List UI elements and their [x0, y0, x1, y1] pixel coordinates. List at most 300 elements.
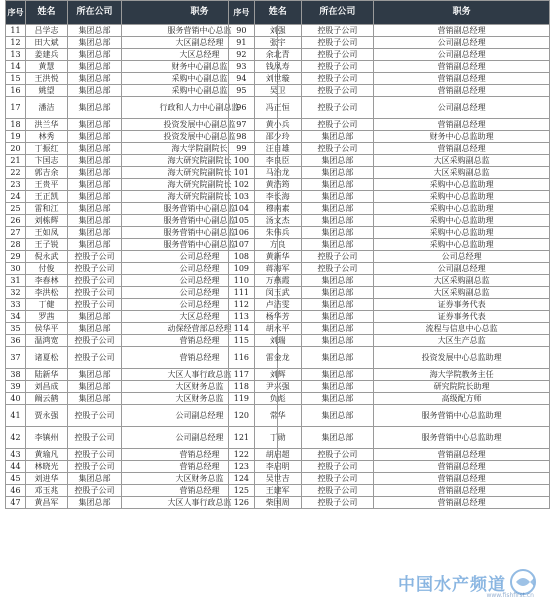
cell-seq: 103	[229, 191, 255, 203]
cell-seq: 116	[229, 347, 255, 369]
cell-seq: 94	[229, 73, 255, 85]
table-header-row	[229, 1, 550, 25]
table-row	[229, 239, 550, 251]
table-row	[229, 427, 550, 449]
cell-name: 温鸿宽	[26, 335, 68, 347]
cell-seq: 120	[229, 405, 255, 427]
cell-position: 营销总经理	[122, 347, 278, 369]
table-row	[229, 497, 550, 509]
cell-name: 刘进华	[26, 473, 68, 485]
cell-position: 营销总经理	[122, 485, 278, 497]
cell-seq: 45	[6, 473, 26, 485]
cell-position: 公司副总经理	[122, 405, 278, 427]
cell-seq: 16	[6, 85, 26, 97]
table-row	[229, 449, 550, 461]
cell-name: 张宇	[254, 37, 301, 49]
cell-seq: 122	[229, 449, 255, 461]
cell-name: 黄昌军	[26, 497, 68, 509]
table-row	[229, 49, 550, 61]
cell-name: 马治龙	[254, 167, 301, 179]
cell-seq: 106	[229, 227, 255, 239]
cell-position: 营销副总经理	[374, 461, 550, 473]
cell-company: 控股子公司	[301, 85, 374, 97]
cell-company: 控股子公司	[68, 485, 122, 497]
cell-position: 服务营销中心总监助理	[374, 427, 550, 449]
table-row	[229, 485, 550, 497]
header-position: 职务	[374, 1, 550, 25]
cell-position: 研究院院长助理	[374, 381, 550, 393]
cell-position: 采购中心总监助理	[374, 239, 550, 251]
cell-seq: 41	[6, 405, 26, 427]
cell-seq: 28	[6, 239, 26, 251]
cell-position: 公司副总经理	[374, 97, 550, 119]
watermark-url: www.fishfirst.cn	[486, 592, 534, 599]
cell-seq: 95	[229, 85, 255, 97]
cell-name: 吕学志	[26, 25, 68, 37]
cell-position: 大区财务总监	[122, 473, 278, 485]
cell-position: 公司总经理	[122, 251, 278, 263]
cell-name: 田大斌	[26, 37, 68, 49]
cell-seq: 126	[229, 497, 255, 509]
cell-name: 贾永强	[26, 405, 68, 427]
header-name: 姓名	[254, 1, 301, 25]
cell-position: 营销副总经理	[374, 119, 550, 131]
cell-name: 闵玉武	[254, 287, 301, 299]
table-row	[229, 215, 550, 227]
table-row	[229, 97, 550, 119]
cell-company: 控股子公司	[301, 251, 374, 263]
cell-seq: 21	[6, 155, 26, 167]
cell-name: 黄慧	[26, 61, 68, 73]
cell-name: 汤文杰	[254, 215, 301, 227]
cell-company: 集团总部	[68, 473, 122, 485]
cell-company: 集团总部	[68, 37, 122, 49]
cell-position: 营销副总经理	[374, 73, 550, 85]
cell-company: 控股子公司	[301, 497, 374, 509]
header-company: 所在公司	[301, 1, 374, 25]
cell-company: 集团总部	[68, 381, 122, 393]
cell-seq: 31	[6, 275, 26, 287]
cell-name: 侯华平	[26, 323, 68, 335]
cell-company: 集团总部	[301, 191, 374, 203]
cell-name: 丁振红	[26, 143, 68, 155]
cell-company: 集团总部	[301, 215, 374, 227]
cell-company: 控股子公司	[68, 275, 122, 287]
cell-company: 控股子公司	[68, 347, 122, 369]
cell-name: 卢洁雯	[254, 299, 301, 311]
cell-company: 集团总部	[301, 203, 374, 215]
cell-position: 公司总经理	[122, 275, 278, 287]
cell-seq: 123	[229, 461, 255, 473]
cell-company: 集团总部	[301, 287, 374, 299]
cell-position: 大区人事行政总监	[122, 369, 278, 381]
cell-company: 集团总部	[68, 85, 122, 97]
cell-position: 服务营销中心副总监	[122, 227, 278, 239]
cell-seq: 37	[6, 347, 26, 369]
cell-company: 控股子公司	[301, 485, 374, 497]
cell-company: 控股子公司	[68, 461, 122, 473]
table-row	[229, 405, 550, 427]
cell-position: 采购中心副总监	[122, 85, 278, 97]
cell-position: 营销副总经理	[374, 61, 550, 73]
cell-name: 蒋海军	[254, 263, 301, 275]
cell-company: 集团总部	[301, 427, 374, 449]
cell-seq: 90	[229, 25, 255, 37]
cell-seq: 43	[6, 449, 26, 461]
cell-name: 陆新华	[26, 369, 68, 381]
cell-company: 集团总部	[68, 97, 122, 119]
cell-company: 集团总部	[301, 275, 374, 287]
cell-name: 洪兰华	[26, 119, 68, 131]
cell-name: 王子锐	[26, 239, 68, 251]
cell-company: 控股子公司	[68, 405, 122, 427]
table-row	[229, 335, 550, 347]
table-row	[229, 227, 550, 239]
cell-name: 倪永武	[26, 251, 68, 263]
cell-position: 公司副总经理	[374, 49, 550, 61]
cell-name: 柴国周	[254, 497, 301, 509]
cell-company: 集团总部	[301, 381, 374, 393]
cell-company: 集团总部	[301, 335, 374, 347]
cell-name: 黄新华	[254, 251, 301, 263]
cell-company: 控股子公司	[301, 119, 374, 131]
table-row	[229, 37, 550, 49]
cell-position: 海大研究院副院长	[122, 167, 278, 179]
header-name: 姓名	[26, 1, 68, 25]
cell-company: 集团总部	[68, 215, 122, 227]
table-row	[229, 381, 550, 393]
roster-table-right	[228, 0, 550, 509]
cell-company: 控股子公司	[301, 73, 374, 85]
cell-company: 控股子公司	[68, 263, 122, 275]
cell-name: 李春林	[26, 275, 68, 287]
cell-company: 控股子公司	[68, 449, 122, 461]
cell-seq: 115	[229, 335, 255, 347]
cell-company: 集团总部	[301, 167, 374, 179]
cell-seq: 111	[229, 287, 255, 299]
table-row	[229, 275, 550, 287]
cell-name: 王建军	[254, 485, 301, 497]
cell-seq: 18	[6, 119, 26, 131]
cell-name: 冯正恒	[254, 97, 301, 119]
cell-position: 海大研究院副院长	[122, 155, 278, 167]
table-row	[229, 167, 550, 179]
cell-seq: 125	[229, 485, 255, 497]
cell-position: 采购中心副总监	[122, 73, 278, 85]
cell-position: 营销副总经理	[374, 449, 550, 461]
cell-name: 姚望	[26, 85, 68, 97]
cell-seq: 33	[6, 299, 26, 311]
cell-company: 集团总部	[68, 179, 122, 191]
cell-name: 卞国志	[26, 155, 68, 167]
cell-company: 集团总部	[301, 405, 374, 427]
cell-position: 流程与信息中心总监	[374, 323, 550, 335]
cell-name: 丁健	[26, 299, 68, 311]
cell-name: 林秀	[26, 131, 68, 143]
cell-position: 投资发展中心副总监	[122, 131, 278, 143]
cell-seq: 44	[6, 461, 26, 473]
cell-position: 大区生产总监	[374, 335, 550, 347]
table-row	[229, 203, 550, 215]
cell-position: 财务中心副总监	[122, 61, 278, 73]
cell-name: 雷金龙	[254, 347, 301, 369]
table-row	[229, 461, 550, 473]
cell-position: 大区人事行政总监	[122, 497, 278, 509]
table-row	[229, 311, 550, 323]
cell-company: 集团总部	[68, 49, 122, 61]
cell-name: 郭吉余	[26, 167, 68, 179]
cell-seq: 40	[6, 393, 26, 405]
table-row	[229, 287, 550, 299]
cell-company: 集团总部	[301, 311, 374, 323]
cell-seq: 15	[6, 73, 26, 85]
cell-company: 集团总部	[68, 131, 122, 143]
cell-position: 公司总经理	[122, 287, 278, 299]
watermark-text: 中国水产频道	[398, 574, 506, 595]
cell-seq: 19	[6, 131, 26, 143]
cell-company: 控股子公司	[301, 97, 374, 119]
cell-position: 采购中心总监助理	[374, 179, 550, 191]
header-seq: 序号	[6, 1, 26, 25]
cell-company: 集团总部	[68, 323, 122, 335]
cell-position: 公司副总经理	[374, 263, 550, 275]
cell-position: 行政和人力中心副总监	[122, 97, 278, 119]
cell-name: 林晓光	[26, 461, 68, 473]
cell-seq: 26	[6, 215, 26, 227]
cell-name: 黄小兵	[254, 119, 301, 131]
cell-name: 王洪悦	[26, 73, 68, 85]
cell-position: 大区采购副总监	[374, 275, 550, 287]
cell-seq: 99	[229, 143, 255, 155]
cell-name: 雷和江	[26, 203, 68, 215]
cell-position: 公司总经理	[122, 263, 278, 275]
cell-position: 大区总经理	[122, 49, 278, 61]
cell-position: 公司总经理	[122, 299, 278, 311]
cell-position: 大区总经理	[122, 311, 278, 323]
table-row	[229, 251, 550, 263]
cell-name: 万燕霞	[254, 275, 301, 287]
cell-name: 潘洁	[26, 97, 68, 119]
cell-position: 海大研究院副院长	[122, 191, 278, 203]
cell-company: 集团总部	[68, 61, 122, 73]
cell-name: 刘世璇	[254, 73, 301, 85]
cell-seq: 110	[229, 275, 255, 287]
cell-seq: 38	[6, 369, 26, 381]
cell-seq: 96	[229, 97, 255, 119]
cell-name: 穆南素	[254, 203, 301, 215]
cell-company: 集团总部	[301, 393, 374, 405]
cell-seq: 23	[6, 179, 26, 191]
cell-company: 集团总部	[68, 369, 122, 381]
cell-company: 控股子公司	[301, 49, 374, 61]
cell-name: 邓玉兆	[26, 485, 68, 497]
table-row	[229, 323, 550, 335]
roster-body-right	[229, 25, 550, 509]
cell-position: 营销副总经理	[374, 85, 550, 97]
cell-company: 集团总部	[301, 323, 374, 335]
cell-position: 大区采购副总监	[374, 155, 550, 167]
cell-seq: 29	[6, 251, 26, 263]
cell-seq: 91	[229, 37, 255, 49]
cell-name: 刘强	[254, 25, 301, 37]
cell-name: 邵少玲	[254, 131, 301, 143]
cell-position: 采购中心总监助理	[374, 191, 550, 203]
cell-company: 控股子公司	[68, 335, 122, 347]
cell-name: 刘瑞	[254, 335, 301, 347]
table-row	[229, 85, 550, 97]
cell-company: 集团总部	[301, 239, 374, 251]
watermark	[398, 569, 536, 599]
cell-company: 集团总部	[68, 143, 122, 155]
cell-position: 营销总经理	[122, 461, 278, 473]
cell-seq: 20	[6, 143, 26, 155]
cell-seq: 119	[229, 393, 255, 405]
cell-seq: 93	[229, 61, 255, 73]
cell-position: 营销总经理	[122, 449, 278, 461]
cell-company: 集团总部	[301, 299, 374, 311]
cell-company: 集团总部	[68, 191, 122, 203]
cell-position: 海大研究院副院长	[122, 179, 278, 191]
cell-seq: 36	[6, 335, 26, 347]
cell-position: 大区采购副总监	[374, 167, 550, 179]
header-company: 所在公司	[68, 1, 122, 25]
cell-position: 采购中心总监助理	[374, 215, 550, 227]
cell-name: 刘栋辉	[26, 215, 68, 227]
cell-seq: 117	[229, 369, 255, 381]
cell-seq: 113	[229, 311, 255, 323]
cell-company: 控股子公司	[68, 299, 122, 311]
cell-seq: 27	[6, 227, 26, 239]
cell-name: 阚云鹤	[26, 393, 68, 405]
table-row	[229, 155, 550, 167]
cell-company: 集团总部	[301, 131, 374, 143]
cell-position: 服务营销中心总监助理	[374, 405, 550, 427]
cell-name: 吴世吉	[254, 473, 301, 485]
cell-seq: 101	[229, 167, 255, 179]
table-row	[229, 73, 550, 85]
cell-company: 集团总部	[68, 239, 122, 251]
cell-seq: 118	[229, 381, 255, 393]
cell-position: 海大学院教务主任	[374, 369, 550, 381]
cell-position: 高级配方师	[374, 393, 550, 405]
cell-seq: 121	[229, 427, 255, 449]
cell-name: 尹兴强	[254, 381, 301, 393]
header-seq: 序号	[229, 1, 255, 25]
header-position: 职务	[122, 1, 278, 25]
table-row	[229, 179, 550, 191]
cell-position: 投资发展中心副总监	[122, 119, 278, 131]
cell-position: 海大学院副院长	[122, 143, 278, 155]
cell-seq: 30	[6, 263, 26, 275]
cell-company: 控股子公司	[301, 263, 374, 275]
cell-name: 丁勋	[254, 427, 301, 449]
cell-position: 营销副总经理	[374, 143, 550, 155]
cell-position: 服务营销中心总监	[122, 25, 278, 37]
cell-position: 公司副总经理	[122, 427, 278, 449]
table-row	[229, 393, 550, 405]
cell-name: 黄浩筠	[254, 179, 301, 191]
cell-name: 常华	[254, 405, 301, 427]
cell-company: 集团总部	[68, 73, 122, 85]
cell-seq: 42	[6, 427, 26, 449]
table-row	[229, 25, 550, 37]
cell-seq: 22	[6, 167, 26, 179]
cell-company: 集团总部	[68, 311, 122, 323]
cell-name: 杨华芳	[254, 311, 301, 323]
cell-company: 控股子公司	[301, 61, 374, 73]
cell-position: 营销总经理	[122, 335, 278, 347]
table-row	[229, 369, 550, 381]
cell-position: 财务中心总监助理	[374, 131, 550, 143]
cell-company: 集团总部	[301, 227, 374, 239]
cell-position: 营销副总经理	[374, 497, 550, 509]
cell-company: 控股子公司	[301, 143, 374, 155]
cell-position: 投资发展中心总监助理	[374, 347, 550, 369]
cell-seq: 34	[6, 311, 26, 323]
cell-name: 李良臣	[254, 155, 301, 167]
cell-position: 证券事务代表	[374, 311, 550, 323]
cell-seq: 112	[229, 299, 255, 311]
cell-company: 集团总部	[68, 393, 122, 405]
cell-name: 胡启超	[254, 449, 301, 461]
cell-company: 集团总部	[68, 227, 122, 239]
cell-seq: 108	[229, 251, 255, 263]
cell-position: 大区财务总监	[122, 381, 278, 393]
cell-name: 李启明	[254, 461, 301, 473]
cell-name: 黄瑜凡	[26, 449, 68, 461]
cell-position: 公司副总经理	[374, 37, 550, 49]
table-row	[229, 191, 550, 203]
cell-position: 大区财务总监	[122, 393, 278, 405]
cell-seq: 124	[229, 473, 255, 485]
cell-seq: 17	[6, 97, 26, 119]
cell-company: 集团总部	[68, 119, 122, 131]
cell-position: 大区采购副总监	[374, 287, 550, 299]
cell-company: 集团总部	[301, 369, 374, 381]
cell-name: 钱凤寿	[254, 61, 301, 73]
cell-position: 服务营销中心副总监	[122, 215, 278, 227]
table-row	[229, 143, 550, 155]
cell-name: 方良	[254, 239, 301, 251]
cell-company: 控股子公司	[68, 251, 122, 263]
cell-seq: 25	[6, 203, 26, 215]
cell-company: 集团总部	[301, 179, 374, 191]
cell-position: 动保经营部总经理	[122, 323, 278, 335]
cell-seq: 11	[6, 25, 26, 37]
cell-company: 控股子公司	[301, 37, 374, 49]
cell-name: 罗茜	[26, 311, 68, 323]
cell-seq: 39	[6, 381, 26, 393]
cell-name: 汪自雄	[254, 143, 301, 155]
cell-company: 控股子公司	[68, 287, 122, 299]
cell-company: 集团总部	[68, 155, 122, 167]
cell-position: 证券事务代表	[374, 299, 550, 311]
cell-company: 集团总部	[68, 25, 122, 37]
cell-name: 李镇州	[26, 427, 68, 449]
cell-name: 付俊	[26, 263, 68, 275]
cell-position: 服务营销中心副总监	[122, 239, 278, 251]
cell-seq: 14	[6, 61, 26, 73]
cell-name: 李长海	[254, 191, 301, 203]
cell-seq: 32	[6, 287, 26, 299]
cell-name: 诸夏松	[26, 347, 68, 369]
cell-seq: 109	[229, 263, 255, 275]
personnel-roster	[5, 0, 550, 601]
cell-name: 姜建兵	[26, 49, 68, 61]
cell-name: 王正凯	[26, 191, 68, 203]
cell-company: 集团总部	[68, 497, 122, 509]
cell-seq: 13	[6, 49, 26, 61]
